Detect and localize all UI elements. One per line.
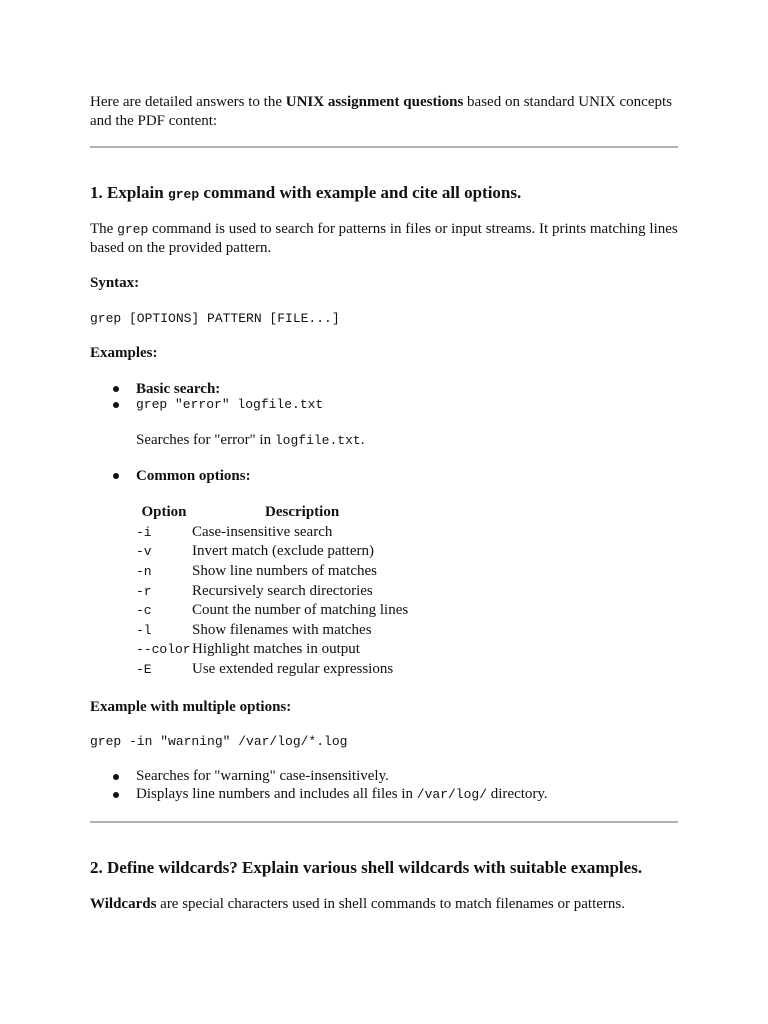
option-description: Show line numbers of matches: [192, 563, 377, 580]
intro-text-end: based on standard UNIX concepts and the PDF content:: [90, 94, 672, 129]
option-description: Count the number of matching lines: [192, 602, 409, 619]
option-description: Recursively search directories: [192, 582, 373, 599]
intro-paragraph: [90, 93, 690, 131]
multi-bullet-2: [136, 785, 548, 804]
option-column-header: Option: [141, 504, 187, 521]
basic-note-text-end: .: [360, 432, 365, 448]
bullet-dot: [113, 386, 119, 392]
basic-search-note: [136, 431, 364, 450]
bullet-dot: [113, 402, 119, 408]
option-flag: -r: [136, 583, 152, 599]
q1-desc-code: grep: [117, 222, 149, 237]
q2-desc-text: are special characters used in shell commands to match filenames or patterns.: [156, 896, 625, 912]
multi-options-code: grep -in "warning" /var/log/*.log: [90, 734, 348, 749]
basic-note-text: Searches for "error" in: [136, 432, 275, 448]
table-row: [136, 562, 408, 582]
table-row: [136, 660, 408, 680]
q1-heading-text: 1. Explain: [90, 183, 168, 202]
syntax-code: grep [OPTIONS] PATTERN [FILE...]: [90, 311, 340, 326]
option-flag: -E: [136, 662, 152, 678]
examples-label: Examples:: [90, 345, 158, 361]
basic-note-code: logfile.txt: [274, 433, 361, 448]
bullet-dot: [113, 473, 119, 479]
options-table-header: [136, 503, 408, 523]
option-flag: -n: [136, 564, 152, 580]
table-row: [136, 601, 408, 621]
basic-search-code: grep "error" logfile.txt: [136, 397, 324, 412]
section-divider: [90, 146, 678, 148]
option-flag: -v: [136, 544, 152, 560]
bullet-dot: [113, 792, 119, 798]
table-row: [136, 621, 408, 641]
multi-bullet-1: Searches for "warning" case-insensitively.: [136, 768, 389, 784]
q1-heading-code: grep: [167, 187, 200, 202]
option-description: Use extended regular expressions: [192, 661, 394, 678]
q1-heading-text-end: command with example and cite all options.: [199, 183, 522, 202]
q2-heading: 2. Define wildcards? Explain various shell wildcards with suitable examples.: [90, 858, 643, 877]
bullet-dot: [113, 774, 119, 780]
common-options-label: Common options:: [136, 468, 251, 484]
option-flag: -i: [136, 524, 152, 540]
option-description: Invert match (exclude pattern): [192, 543, 374, 560]
q2-description: [90, 895, 680, 914]
option-description: Case-insensitive search: [192, 523, 333, 540]
table-row: [136, 581, 408, 601]
q2-desc-bold: Wildcards: [90, 896, 157, 912]
option-description: Show filenames with matches: [192, 621, 372, 638]
table-row: [136, 542, 408, 562]
multi-options-label: Example with multiple options:: [90, 699, 292, 715]
option-flag: -c: [136, 603, 152, 619]
multi-bullet-2-text-end: directory.: [487, 786, 548, 802]
basic-search-label: Basic search:: [136, 381, 221, 397]
option-flag: -l: [136, 622, 152, 638]
option-flag: --color: [136, 642, 191, 658]
q1-description: [90, 220, 680, 258]
syntax-label: Syntax:: [90, 275, 140, 291]
option-description: Highlight matches in output: [192, 641, 360, 658]
multi-bullet-2-code: /var/log/: [416, 787, 487, 802]
section-divider: [90, 821, 678, 823]
description-column-header: Description: [265, 504, 340, 521]
table-row: [136, 523, 408, 543]
q1-desc-text-end: command is used to search for patterns in files or input streams. It prints matching lines based on the provided pattern.: [90, 221, 678, 256]
intro-text: Here are detailed answers to the: [90, 94, 286, 110]
q1-desc-text: The: [90, 221, 118, 237]
multi-bullet-2-text: Displays line numbers and includes all files in: [136, 786, 417, 802]
intro-bold: UNIX assignment questions: [285, 94, 464, 110]
options-table: [136, 503, 408, 679]
table-row: [136, 640, 408, 660]
q1-heading: [90, 182, 521, 206]
